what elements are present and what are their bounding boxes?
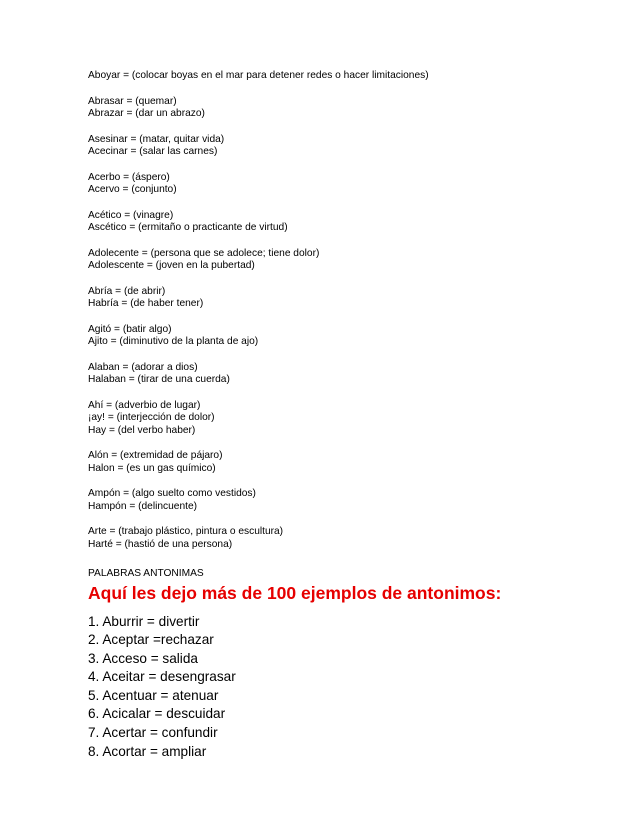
- word-pair-group: [88, 400, 608, 438]
- word-pair-group: [88, 488, 608, 513]
- definition-line: Halaban = (tirar de una cuerda): [88, 374, 230, 385]
- document-page: [88, 70, 608, 761]
- definition-line: Alón = (extremidad de pájaro): [88, 450, 223, 461]
- definition-line: Ascético = (ermitaño o practicante de virtud): [88, 222, 288, 233]
- list-item: 6. Acicalar = descuidar: [88, 706, 226, 722]
- word-pair-group: [88, 248, 608, 273]
- definition-line: Ahí = (adverbio de lugar): [88, 399, 201, 411]
- list-item: 3. Acceso = salida: [88, 650, 198, 666]
- definition-line: Arte = (trabajo plástico, pintura o escultura): [88, 526, 284, 537]
- definition-line: Abría = (de abrir): [88, 285, 166, 297]
- word-pair-group: [88, 450, 608, 475]
- list-item: 4. Aceitar = desengrasar: [88, 669, 236, 685]
- definition-line: Asesinar = (matar, quitar vida): [88, 133, 225, 145]
- list-item: 7. Acertar = confundir: [88, 725, 218, 741]
- definition-line: ¡ay! = (interjección de dolor): [88, 412, 215, 423]
- list-item: 1. Aburrir = divertir: [88, 613, 200, 629]
- word-pair-group: [88, 362, 608, 387]
- definition-line: Alaban = (adorar a dios): [88, 361, 198, 373]
- definition-line: Hay = (del verbo haber): [88, 424, 196, 436]
- definition-line: Agitó = (batir algo): [88, 323, 172, 335]
- word-pair-group: [88, 134, 608, 159]
- definition-line: Acerbo = (áspero): [88, 171, 170, 183]
- word-pair-group: [88, 526, 608, 551]
- definition-line: Abrazar = (dar un abrazo): [88, 108, 205, 119]
- definition-line: Habría = (de haber tener): [88, 298, 204, 309]
- list-item: 8. Acortar = ampliar: [88, 743, 207, 759]
- page-heading: Aquí les dejo más de 100 ejemplos de antonimos:: [88, 582, 502, 603]
- list-item: 5. Acentuar = atenuar: [88, 687, 219, 703]
- definition-line: Ampón = (algo suelto como vestidos): [88, 488, 256, 499]
- antonym-list: [88, 613, 608, 762]
- definition-line: Adolescente = (joven en la pubertad): [88, 260, 255, 271]
- definition-line: Hampón = (delincuente): [88, 500, 198, 512]
- definition-line: Acervo = (conjunto): [88, 184, 177, 195]
- word-pair-group: [88, 70, 608, 83]
- definition-line: Halon = (es un gas químico): [88, 462, 216, 474]
- word-pair-group: [88, 96, 608, 121]
- word-pair-group: [88, 324, 608, 349]
- list-item: 2. Aceptar =rechazar: [88, 632, 214, 648]
- definition-line: Aboyar = (colocar boyas en el mar para detener redes o hacer limitaciones): [88, 70, 429, 81]
- definition-line: Abrasar = (quemar): [88, 95, 177, 107]
- word-pair-group: [88, 210, 608, 235]
- definition-line: Harté = (hastió de una persona): [88, 538, 233, 550]
- definition-line: Ajito = (diminutivo de la planta de ajo): [88, 336, 259, 347]
- section-label: PALABRAS ANTONIMAS: [88, 568, 204, 579]
- definition-line: Acético = (vinagre): [88, 209, 174, 221]
- definition-line: Adolecente = (persona que se adolece; tiene dolor): [88, 247, 320, 259]
- word-pair-group: [88, 172, 608, 197]
- definition-line: Acecinar = (salar las carnes): [88, 146, 218, 157]
- word-pair-group: [88, 286, 608, 311]
